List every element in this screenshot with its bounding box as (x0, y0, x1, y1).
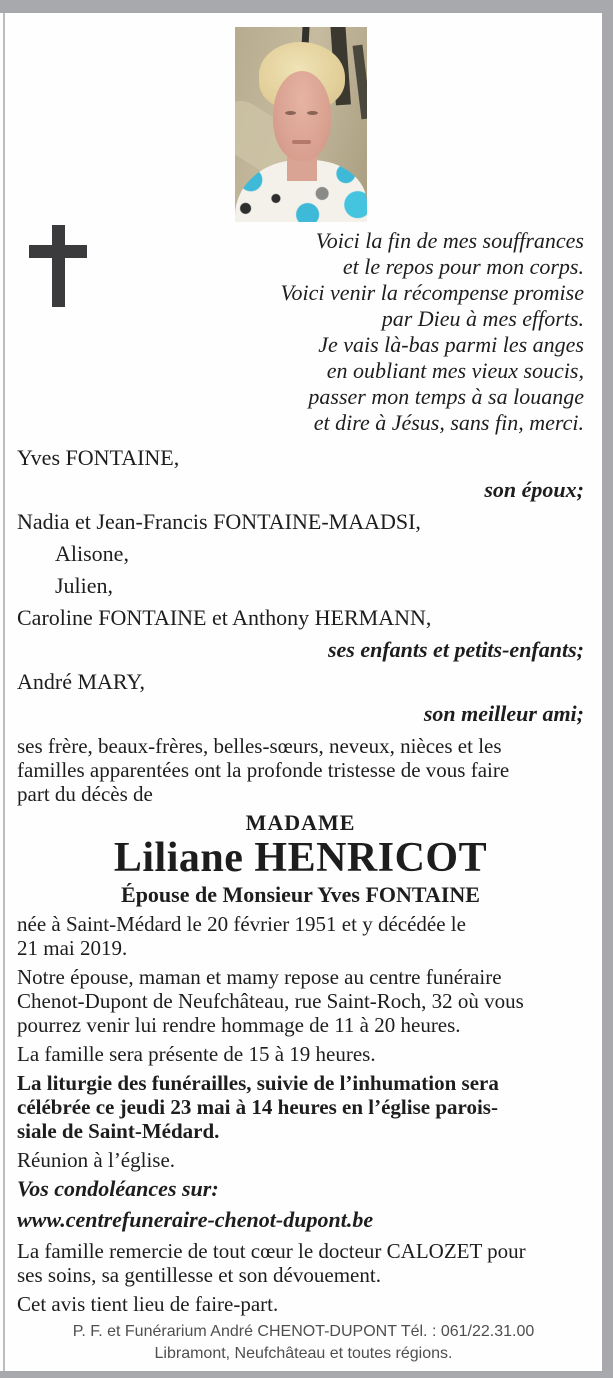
mourner-name: Julien, (55, 573, 114, 598)
relation-label: ses enfants et petits-enfants; (327, 637, 584, 662)
portrait-photo (235, 27, 367, 222)
mourner-name: Nadia et Jean-Francis FONTAINE-MAADSI, (17, 509, 421, 534)
funeral-home-info: P. F. et Funérarium André CHENOT-DUPONT Tél. : 061/22.31.00 (72, 1323, 535, 1340)
photo-background-stripe (352, 45, 366, 120)
verse-section (17, 228, 584, 438)
photo-eye (307, 111, 318, 115)
mourner-name: André MARY, (17, 669, 145, 694)
relation-label: son époux; (484, 477, 584, 502)
relation-label: son meilleur ami; (423, 701, 584, 726)
condolences-url: www.centrefuneraire-chenot-dupont.be (17, 1207, 374, 1232)
notice-info: Cet avis tient lieu de faire-part. (17, 1292, 279, 1316)
memorial-verse: Voici la fin de mes souffrances et le repos pour mon corps. Voici venir la récompense promise par Dieu à mes efforts. Je vais là-bas parmi les anges en oubliant mes vieux soucis, passer mon temps à sa louange et dire à Jésus, sans fin, merci. (280, 228, 584, 435)
deceased-title: MADAME (245, 810, 356, 835)
condolences-label: Vos condoléances sur: (17, 1176, 219, 1201)
death-notice-card (3, 13, 602, 1371)
mourner-name: Caroline FONTAINE et Anthony HERMANN, (17, 605, 432, 630)
family-presence-info: La famille sera présente de 15 à 19 heures. (17, 1042, 376, 1066)
deceased-name: Liliane HENRICOT (113, 835, 488, 881)
funeral-home-footer (5, 1321, 602, 1365)
repose-info: Notre épouse, maman et mamy repose au centre funéraire Chenot-Dupont de Neufchâteau, rue Saint-Roch, 32 où vous pourrez venir lui rendre hommage de 11 à 20 heures. (17, 965, 524, 1037)
cross-icon (29, 228, 87, 310)
photo-eye (285, 111, 296, 115)
mourner-name: Yves FONTAINE, (17, 445, 180, 470)
mourners-section (17, 446, 584, 806)
photo-mouth (292, 140, 311, 144)
deceased-subtitle: Épouse de Monsieur Yves FONTAINE (121, 882, 480, 907)
liturgy-info: La liturgie des funérailles, suivie de l’inhumation sera célébrée ce jeudi 23 mai à 14 heures en l’église parois- siale de Saint-Médard. (17, 1071, 499, 1143)
birth-death-info: née à Saint-Médard le 20 février 1951 et y décédée le 21 mai 2019. (17, 912, 466, 960)
mourner-name: Alisone, (55, 541, 129, 566)
thanks-info: La famille remercie de tout cœur le docteur CALOZET pour ses soins, sa gentillesse et son dévouement. (17, 1239, 526, 1287)
photo-face (273, 71, 331, 161)
meeting-info: Réunion à l’église. (17, 1148, 176, 1172)
family-intro: ses frère, beaux-frères, belles-sœurs, neveux, nièces et les familles apparentées ont la profonde tristesse de vous faire part du décès de (17, 734, 510, 806)
funeral-home-regions: Libramont, Neufchâteau et toutes régions. (154, 1345, 453, 1362)
